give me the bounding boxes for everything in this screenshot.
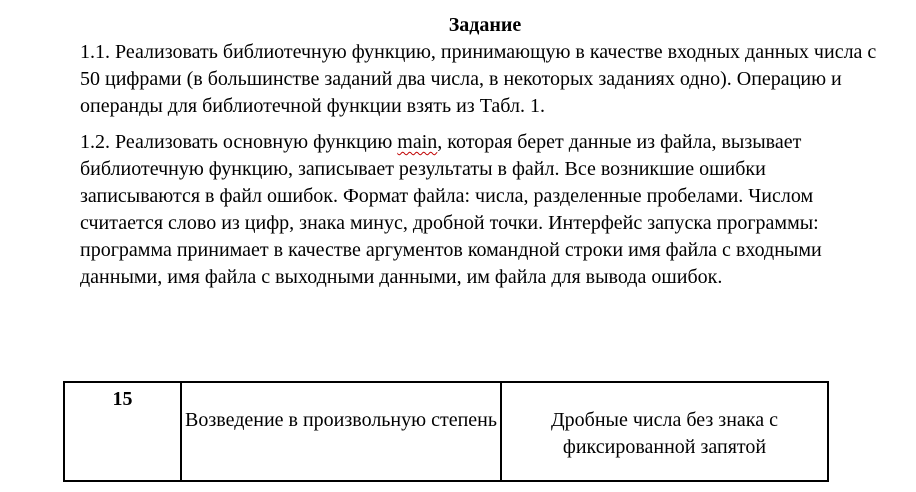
- table-row: [64, 382, 828, 481]
- task-table: [63, 381, 829, 482]
- operand-type-cell: Дробные числа без знака с фиксированной запятой: [501, 382, 828, 481]
- spellcheck-word-main[interactable]: main: [397, 131, 438, 153]
- paragraph-1-2: [80, 129, 880, 291]
- document-title: Задание: [448, 14, 522, 36]
- variant-number-cell: 15: [64, 382, 181, 481]
- operation-cell: Возведение в произвольную степень: [181, 382, 501, 481]
- paragraph-1-2-start: 1.2. Реализовать основную функцию: [80, 131, 398, 153]
- paragraph-1-2-rest: , которая берет данные из файла, вызывает библиотечную функцию, записывает результаты в файл. Все возникшие ошибки записываются в файл ошибок. Формат файла: числа, разделенные пробелами. Числом считается слово из цифр, знака минус, дробной точки. Интерфейс запуска программы: программа принимает в качестве аргументов командной строки имя файла с входными данными, имя файла с выходными данными, им файла для вывода ошибок.: [80, 131, 822, 288]
- paragraph-1-1: 1.1. Реализовать библиотечную функцию, принимающую в качестве входных данных числа с 50 цифрами (в большинстве заданий два числа, в некоторых заданиях одно). Операцию и операнды для библиотечной функции взять из Табл. 1.: [80, 41, 877, 117]
- document-body: [80, 12, 880, 291]
